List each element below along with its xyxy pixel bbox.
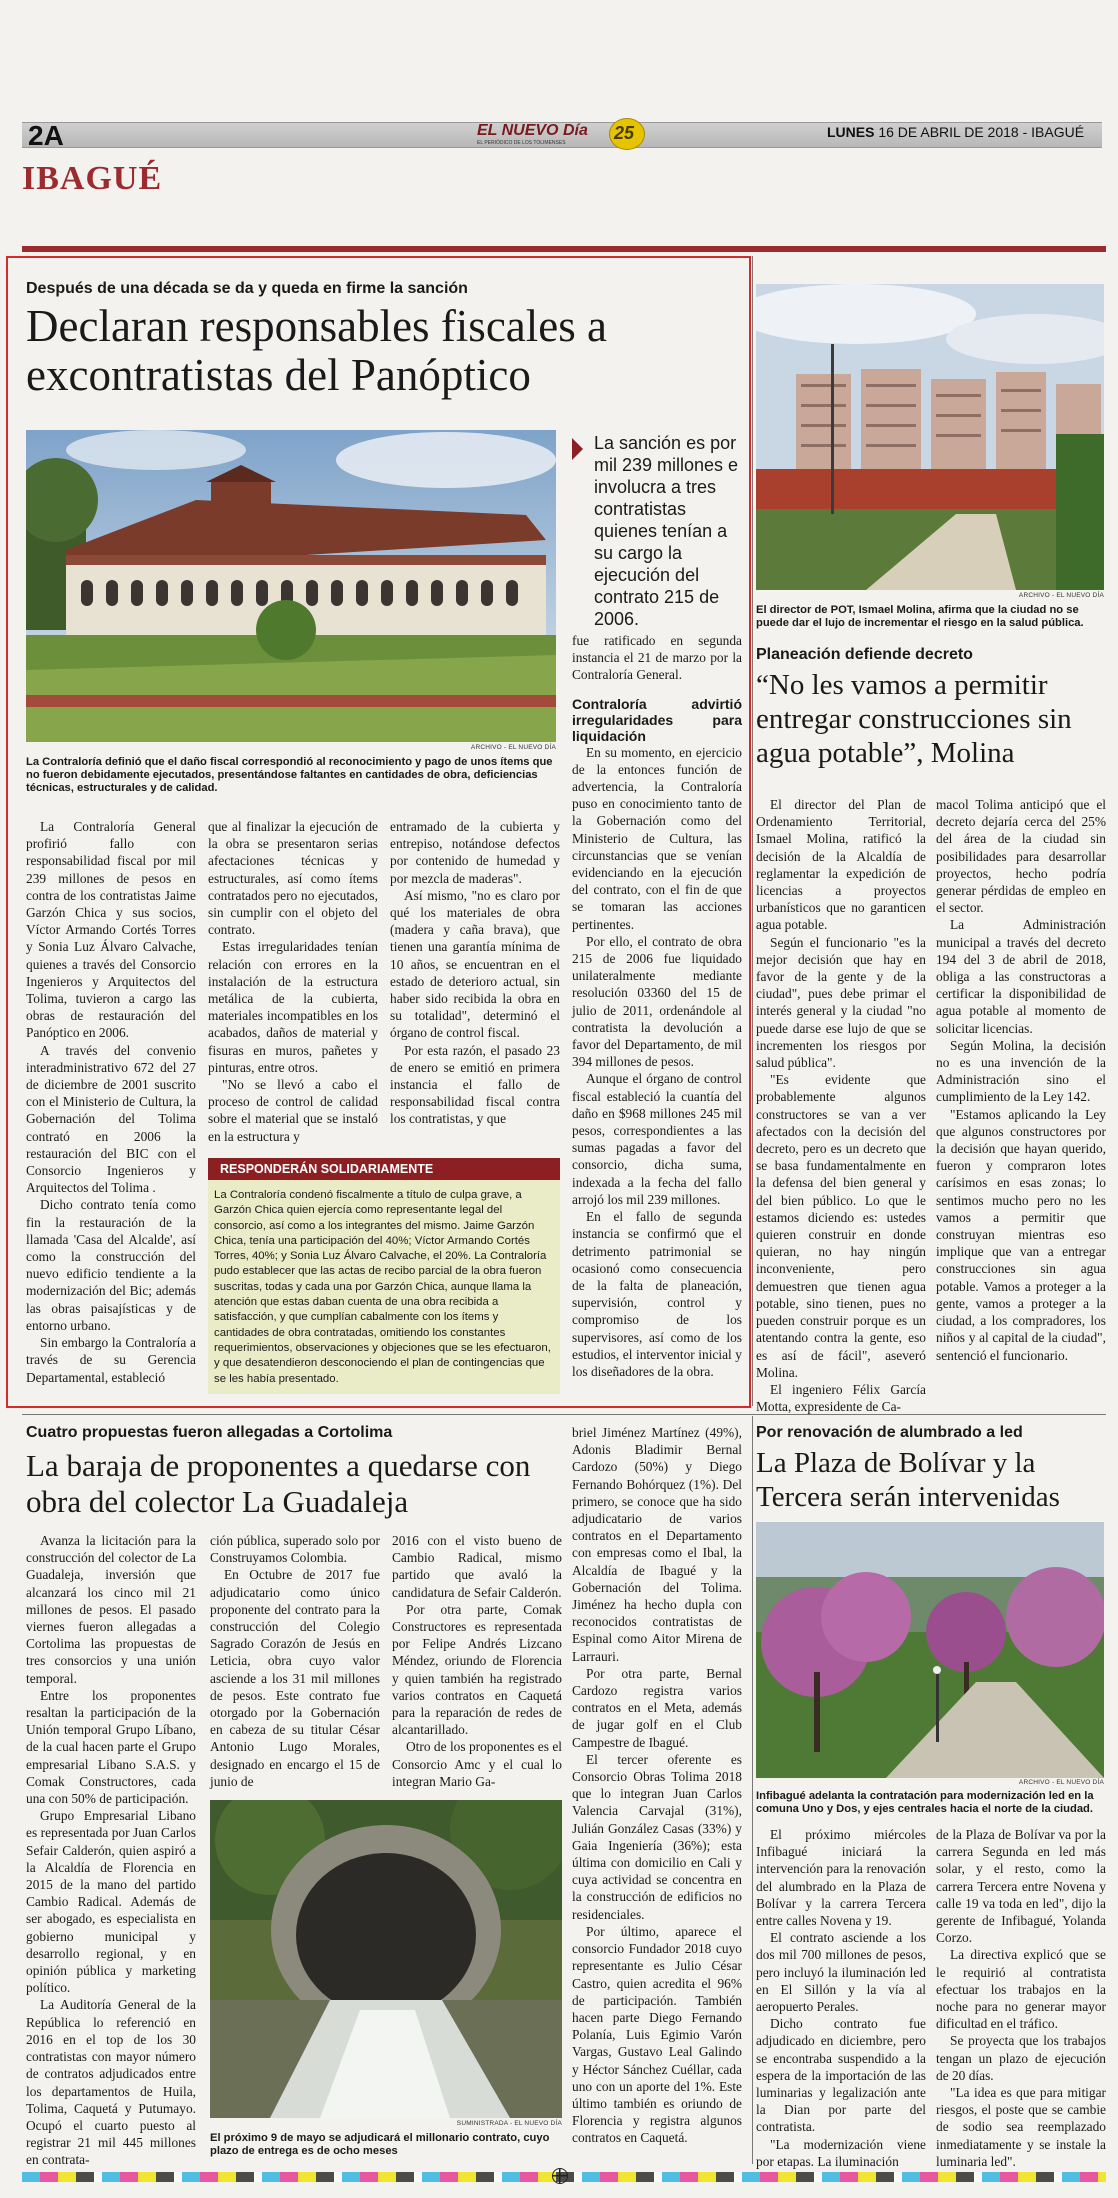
story4-col1-para: Dicho contrato fue adjudicado en diciembre, pero se encontraba suspendido a la espera de la importación de las luminarias y legalización ante la Dian por parte del contratista. (756, 2016, 926, 2135)
story3-column-2 (210, 1532, 380, 1790)
story1-col2-para: que al finalizar la ejecución de la obra se presentaron serias afectaciones técnicas y estructurales, así como ítems contratados pero no ejecutados, sin cumplir con el objeto del contrato. (208, 819, 378, 938)
story1-col1-para: A través del convenio interadministrativo 672 del 27 de diciembre de 2001 suscrito con el Ministerio de Cultura, la Gobernación del Tolima contrató en 2006 la restauración del BIC con el Consorcio Ingenieros y Arquitectos del Tolima . (26, 1042, 196, 1196)
story4-col1-para: El próximo miércoles Infibagué iniciará la intervención para la renovación del alumbrado en la Plaza de Bolívar y la carrera Tercera entre calles Novena y 19. (756, 1827, 926, 1929)
story2-col1-para: El director del Plan de Ordenamiento Territorial, Ismael Molina, ratificó la decisión de la Alcaldía de reglamentar la expedición de licencias a proyectos urbanísticos que no garanticen agua potable. (756, 797, 926, 933)
story1-col4-para: Aunque el órgano de control fiscal estableció la cuantía del daño en $968 millones 245 mil pesos, correspondientes a las sumas pagadas a favor del consorcio, dicha suma, indexada a la fecha del fallo arrojó los mil 239 millones. (572, 1071, 742, 1207)
story2-col2-para: "Estamos aplicando la Ley que algunos constructores por la decisión que hayan querido, fueron y compraron lotes carísimos en esas zonas; lo sentimos mucho pero no les vamos a permitir que construyan mientras eso implique que van a entregar construcciones sin agua potable. Vamos a proteger a la gente, vamos a proteger a la ciudad, a los compradores, los niños y al capital de la ciudad", sentenció el funcionario. (936, 1106, 1106, 1363)
story1-col3-para: Así mismo, "no es claro por qué los materiales de obra (madera y caña brava), que tienen una garantía mínima de 10 años, se encuentran en el estado de deterioro actual, sin haber sido recibida la obra en su totalidad", determinó el órgano de control fiscal. (390, 887, 560, 1041)
story1-column-3 (390, 818, 560, 1128)
page-number: 2A (28, 120, 64, 151)
anniversary-number: 25 (614, 123, 635, 143)
logo-text: EL NUEVO Día (477, 122, 588, 139)
story4-col1-para: "La modernización viene por etapas. La iluminación (756, 2136, 926, 2169)
story4-column-2 (936, 1826, 1106, 2170)
story2-col2-para: macol Tolima anticipó que el decreto dejaría cerca del 25% del área de la ciudad sin posibilidades para desarrollar proyectos, hecho podría generar pérdidas de empleo en el sector. (936, 797, 1106, 916)
story4-headline: La Plaza de Bolívar y la Tercera serán intervenidas (756, 1447, 1060, 1513)
buildings-photo-credit: ARCHIVO - EL NUEVO DÍA (1018, 592, 1104, 599)
solidarity-box (208, 1158, 560, 1394)
story3-col4-para: Por otra parte, Bernal Cardozo registra varios contratos en el Meta, además de jugar golf en el Club Campestre de Ibagué. (572, 1665, 742, 1750)
story1-col4-para: En su momento, en ejercicio de la entonces función de advertencia, la Contraloría puso en conocimiento tanto de la Gobernación como del Ministerio de Cultura, las circunstancias que se venían evidenciando en la ejecución del contrato, con el fin de que se tomaran las acciones pertinentes. (572, 744, 742, 932)
story3-headline: La baraja de proponentes a quedarse con obra del colector La Guadaleja (26, 1448, 531, 1519)
story3-col2-para: ción pública, superado solo por Construyamos Colombia. (210, 1533, 380, 1566)
story1-col4-para: Por ello, el contrato de obra 215 de 2006 fue liquidado unilateralmente mediante resolución 03360 del 15 de julio de 2011, ordenándole al contratista la devolución a favor del Departamento, de mil 394 millones de pesos. (572, 933, 742, 1070)
story3-col1-para: Entre los proponentes resaltan la participación de la Unión temporal Grupo Líbano, de la cual hacen parte el Grupo empresarial Libano S.A.S. y Comak Constructores, cada una con 50% de participación. (26, 1687, 196, 1807)
story4-col1-para: El contrato asciende a los dos mil 700 millones de pesos, pero incluyó la iluminación led en El Sillón y la vía al aeropuerto Perales. (756, 1930, 926, 2015)
story2-column-2 (936, 796, 1106, 1364)
story3-col4-para: briel Jiménez Martínez (49%), Adonis Bladimir Bernal Cardozo (50%) y Diego Fernando Bohórquez (1%). Del primero, se conoce que ha sido adjudicatario de varios contratos en el Departamento con empresas como el Ibal, la Alcaldía de Ibagué y la Gobernación del Tolima. Jiménez ha hecho dupla con reconocidos contratistas de Espinal como Aitor Mirena de Larrauri. (572, 1425, 742, 1664)
story3-col3-para: Por otra parte, Comak Constructores es representada por Felipe Andrés Lizcano Méndez, oriundo de Florencia y quien también ha registrado varios contratos en Caquetá para la reparación de redes de alcantarillado. (392, 1601, 562, 1738)
section-title: IBAGUÉ (22, 160, 163, 197)
story1-col3-para: Por esta razón, el pasado 23 de enero se emitió en primera instancia el fallo de responsabilidad fiscal contra los contratistas, y que (390, 1042, 560, 1127)
newspaper-logo (477, 120, 677, 150)
solidarity-box-title: RESPONDERÁN SOLIDARIAMENTE (208, 1158, 560, 1180)
buildings-photo (756, 284, 1104, 590)
story4-col2-para: La directiva explicó que se le requirió al contratista efectuar los trabajos en la noche para no generar mayor dificultad en el tráfico. (936, 1947, 1106, 2032)
date-text: 16 DE ABRIL DE 2018 - IBAGUÉ (878, 124, 1085, 140)
story1-col2-para: Estas irregularidades tenían relación con errores en la instalación de la estructura metálica de la cubierta, materiales incompatibles en los acabados, daños de material y fisuras en muros, pañetes y pinturas, entre otros. (208, 939, 378, 1075)
story3-col2-para: En Octubre de 2017 fue adjudicatario como único proponente del contrato para la construcción del Colegio Sagrado Corazón de Jesús en Leticia, obra cuyo valor asciende a los 31 mil millones de pesos. Este contrato fue otorgado por la Gobernación en cabeza de su titular César Antonio Lugo Morales, designado en encargo el 15 de junio de (210, 1567, 380, 1789)
story1-col1-para: Sin embargo la Contraloría a través de su Gerencia Departamental, estableció (26, 1335, 196, 1385)
story3-col3-para: 2016 con el visto bueno de Cambio Radical, mismo partido que avaló la candidatura de Sefair Calderón. (392, 1533, 562, 1600)
story3-col4-para: Por último, aparece el consorcio Fundador 2018 cuyo representante es Julio César Castro, quien acredita el 96% de participación. También hacen parte Diego Fernando Polanía, Luis Egimio Varón Vargas, Gustavo Leal Galindo y Héctor Sánchez Cuéllar, cada uno con un aporte del 1%. Este último también es oriundo de Florencia y registra algunos contratos en Caquetá. (572, 1923, 742, 2146)
sewer-photo-caption: El próximo 9 de mayo se adjudicará el millonario contrato, cuyo plazo de entrega es de ocho meses (210, 2132, 550, 2158)
story3-column-1 (26, 1532, 196, 2169)
story1-col4-para: En el fallo de segunda instancia se confirmó que el detrimento patrimonial se ocasionó como consecuencia de la falta de planeación, supervisión, control y compromiso de los supervisores, así como de los estudios, el interventor inicial y los diseñadores de la obra. (572, 1209, 742, 1379)
story2-headline: “No les vamos a permitir entregar construcciones sin agua potable”, Molina (756, 669, 1072, 769)
column-divider (752, 256, 753, 1406)
panoptico-photo-caption: La Contraloría definió que el daño fiscal correspondió al reconocimiento y pago de unos ítems que no fueron debidamente ejecutados, presentándose faltantes en cantidades de obra, deficiencias técnicas, estructurales y de calidad. (26, 756, 553, 795)
anniversary-badge (609, 118, 645, 150)
sewer-photo (210, 1800, 562, 2118)
story1-column-1 (26, 818, 196, 1386)
logo-tagline: EL PERIÓDICO DE LOS TOLIMENSES (477, 140, 566, 146)
story1-col4-para: fue ratificado en segunda instancia el 21 de marzo por la Contraloría General. (572, 633, 742, 683)
story3-col3-para: Otro de los proponentes es el Consorcio Amc y el cual lo integran Mario Ga- (392, 1739, 562, 1789)
registration-mark-icon (552, 2168, 568, 2184)
story2-col1-para: "Es evidente que probablemente algunos constructores se van a ver afectados con la decisión del decreto, pero es un decreto que se basa fundamentalmente en la defensa del bien general y del bien público. Lo que le estamos diciendo es: ustedes quieren construir en donde quieran, no hay ningún inconveniente, pero demuestren que tienen agua potable, sino tienen, pues no pueden construir porque es un atentando contra la gente, eso es así de fácil", aseveró Molina. (756, 1072, 926, 1380)
story1-pullquote: La sanción es por mil 239 millones e involucra a tres contratistas quienes tenían a su cargo la ejecución del contrato 215 de 2006. (594, 433, 739, 629)
story2-kicker: Planeación defiende decreto (756, 646, 973, 663)
story4-col2-para: "La idea es que para mitigar riesgos, el poste que se cambie de sodio sea reemplazado inmediatamente y se instale la luminaria led". (936, 2085, 1106, 2169)
buildings-photo-caption: El director de POT, Ismael Molina, afirma que la ciudad no se puede dar el lujo de incrementar el riesgo en la salud pública. (756, 604, 1084, 630)
date-day: LUNES (827, 124, 875, 140)
story3-col1-para: Avanza la licitación para la construcción del colector de La Guadaleja, inversión que alcanzará los cinco mil 21 millones de pesos. El pasado viernes fueron allegadas a Cortolima las propuestas de tres consorcios y una unión temporal. (26, 1533, 196, 1686)
story2-column-1 (756, 796, 926, 1415)
story3-column-4 (572, 1424, 742, 2147)
story3-col4-para: El tercer oferente es Consorcio Obras Tolima 2018 que lo integran Juan Carlos Valencia Carvajal (31%), Julián González Casas (33%) y Gaia Ingeniería (36%); esta última con domicilio en Cali y cuya actividad se concentra en la construcción de edificios no residenciales. (572, 1751, 742, 1922)
horizontal-divider (22, 1414, 1106, 1415)
story3-col1-para: La Auditoría General de la República lo referenció en 2016 en el top de los 30 contratistas con mayor número de contratos adjudicados entre los departamentos de Huila, Tolima, Caquetá y Putumayo. Ocupó el cuarto puesto al registrar 21 mil 445 millones en contrata- (26, 1997, 196, 2168)
story3-col1-para: Grupo Empresarial Libano es representada por Juan Carlos Sefair Calderón, quien aspiró a la Alcaldía de Florencia en 2015 de la mano del partido Cambio Radical. Además de ser abogado, es especialista en gobierno municipal y desarrollo regional, y en opinión pública y marketing político. (26, 1808, 196, 1996)
story1-column-4 (572, 632, 742, 1380)
plaza-photo-caption: Infibagué adelanta la contratación para modernización led en la comuna Uno y Dos, y ejes centrales hacia el norte de la ciudad. (756, 1790, 1094, 1816)
section-rule (22, 246, 1106, 252)
story3-kicker: Cuatro propuestas fueron allegadas a Cortolima (26, 1424, 393, 1441)
story1-col2-para: "No se llevó a cabo el proceso de control de calidad sobre el material que se instaló en la estructura y (208, 1077, 378, 1144)
story4-column-1 (756, 1826, 926, 2170)
story4-kicker: Por renovación de alumbrado a led (756, 1424, 1023, 1441)
panoptico-photo-credit: ARCHIVO - EL NUEVO DÍA (470, 744, 556, 751)
solidarity-box-text: La Contraloría condenó fiscalmente a título de culpa grave, a Garzón Chica quien ejercía como representante legal del consorcio, así como a los integrantes del mismo. Jaime Garzón Chica, tenía una participación del 40%; Víctor Armando Cortés Torres, 40%; y Sonia Luz Álvaro Calvache, el 20%. La Contraloría pudo establecer que las actas de recibo parcial de la obra fueron suscritas, todas y cada una por Garzón Chica, aunque llama la atención que estas daban cuenta de una obra recibida a satisfacción, y que cumplían cabalmente con los ítems y cantidades de obra contratadas, omitiendo los constantes requerimientos, observaciones y objeciones que se les efectuaron, y que desatendieron desconociendo el plan de contingencias que se les había presentado. (214, 1189, 551, 1385)
story2-col1-para: Según el funcionario "es la mejor decisión que hay en favor de la gente y de la ciudad", pues debe primar el interés general y la ciudad "no puede darse ese lujo de que se incrementen los riesgos por salud pública". (756, 934, 926, 1071)
story1-col1-para: Dicho contrato tenía como fin la restauración de la llamada 'Casa del Alcalde', así como la construcción del nuevo edificio tendiente a la modernización del Bic; además las obras paisajísticas y de entorno urbano. (26, 1197, 196, 1333)
story2-col2-para: La Administración municipal a través del decreto 194 del 3 de abril de 2018, obliga a las constructoras a certificar la disponibilidad de agua potable al momento de solicitar licencias. (936, 917, 1106, 1036)
story1-headline: Declaran responsables fiscales a excontratistas del Panóptico (26, 301, 607, 400)
pullquote-marker (572, 438, 583, 460)
story1-col3-para: entramado de la cubierta y entrepiso, notándose defectos por contenido de humedad y por mezcla de maderas". (390, 819, 560, 886)
story1-col1-para: La Contraloría General profirió fallo con responsabilidad fiscal por mil 239 millones de pesos en contra de los contratistas Jaime Garzón Chica y sus socios, Víctor Armando Cortés Torres y Sonia Luz Álvaro Calvache, quienes a través del Consorcio Ingenieros y Arquitectos del Tolima, tuvieron a cargo las obras de restauración del Panóptico en 2006. (26, 819, 196, 1041)
story4-col2-para: de la Plaza de Bolívar va por la carrera Segunda en led más solar, y el resto, como la carrera Tercera entre Novena y calle 19 va toda en led", dijo la gerente de Infibagué, Yolanda Corzo. (936, 1827, 1106, 1946)
page-header (22, 118, 1102, 154)
panoptico-photo (26, 430, 556, 742)
story1-subhead: Contraloría advirtió irregularidades para liquidación (572, 695, 742, 744)
story4-col2-para: Se proyecta que los trabajos tengan un plazo de ejecución de 20 días. (936, 2033, 1106, 2083)
story2-col1-para: El ingeniero Félix García Motta, expresidente de Ca- (756, 1381, 926, 1415)
plaza-photo-credit: ARCHIVO - EL NUEVO DÍA (1018, 1779, 1104, 1786)
story1-column-2 (208, 818, 378, 1145)
sewer-photo-credit: SUMINISTRADA - EL NUEVO DÍA (456, 2120, 562, 2127)
column-divider-bottom (752, 1416, 753, 2164)
story1-kicker: Después de una década se da y queda en firme la sanción (26, 280, 468, 297)
story2-col2-para: Según Molina, la decisión no es una invención de la Administración sino el cumplimiento de la Ley 142. (936, 1037, 1106, 1105)
header-date (827, 124, 1084, 140)
plaza-photo (756, 1522, 1104, 1778)
story3-column-3 (392, 1532, 562, 1790)
